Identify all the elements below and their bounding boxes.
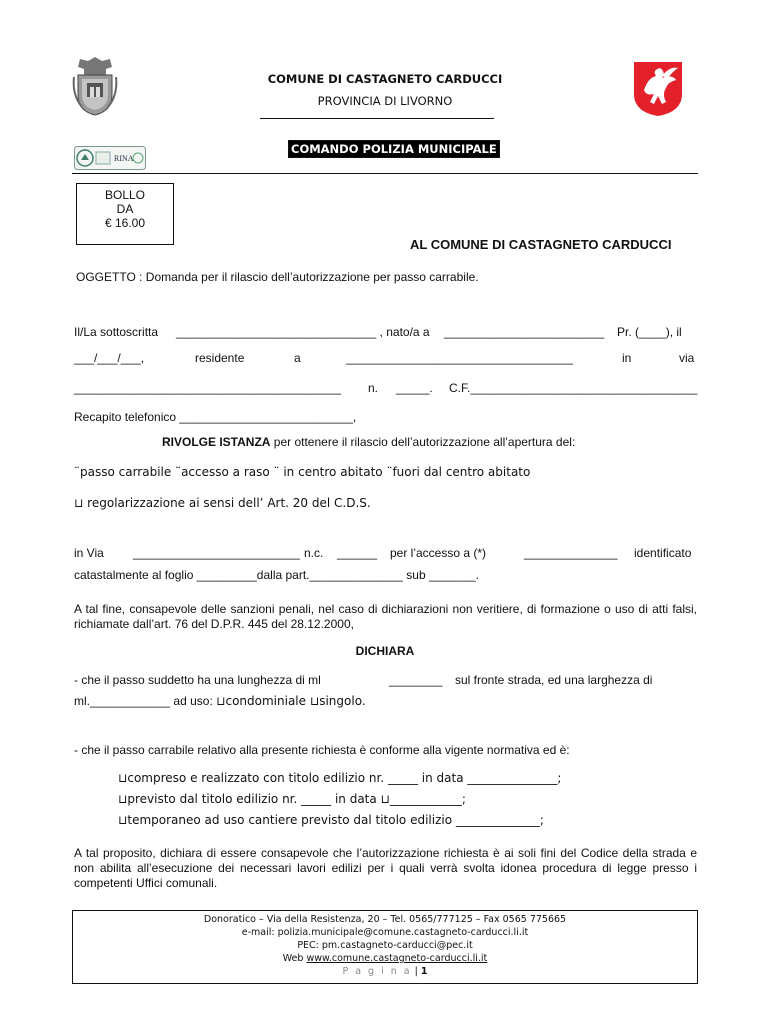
lunghezza-field[interactable]: ________ bbox=[389, 673, 443, 687]
numero-field[interactable]: _____. bbox=[396, 381, 433, 395]
bollo-line1: BOLLO bbox=[104, 188, 146, 202]
footer-address: Donoratico – Via della Resistenza, 20 – Tel. 0565/777125 – Fax 0565 775665 bbox=[203, 914, 567, 925]
option-compreso[interactable]: ⊔compreso e realizzato con titolo edilizio nr. _____ in data _______________; bbox=[118, 771, 562, 785]
larghezza-field[interactable]: ml.____________ ad uso: bbox=[74, 694, 217, 708]
identificato-label: identificato bbox=[634, 546, 692, 560]
nc-field[interactable]: ______ bbox=[337, 546, 378, 560]
dichiara-heading: DICHIARA bbox=[355, 644, 415, 658]
provincia-field[interactable]: Pr. (____), il bbox=[617, 325, 682, 339]
in-via-label: in Via bbox=[74, 546, 104, 560]
footer-web-link[interactable]: www.comune.castagneto-carducci.li.it bbox=[306, 953, 488, 964]
tuscany-region-logo bbox=[632, 60, 684, 118]
residente-label: residente bbox=[195, 351, 245, 365]
provincia-name: PROVINCIA DI LIVORNO bbox=[317, 94, 453, 108]
accesso-field[interactable]: ______________ bbox=[524, 546, 618, 560]
larghezza-label: sul fronte strada, ed una larghezza di bbox=[455, 673, 653, 687]
footer-box bbox=[72, 910, 698, 984]
rivolge-istanza-bold: RIVOLGE ISTANZA bbox=[162, 435, 271, 449]
footer-web-prefix: Web bbox=[282, 953, 307, 964]
conforme-line: - che il passo carrabile relativo alla presente richiesta è conforme alla vigente normativa ed è: bbox=[74, 743, 570, 757]
rina-text: RINA bbox=[114, 154, 134, 163]
page-separator: | bbox=[411, 966, 421, 977]
rivolge-istanza-text: per ottenere il rilascio dell’autorizzazione all’apertura del: bbox=[270, 435, 576, 449]
codice-fiscale-field[interactable]: C.F.__________________________________ bbox=[449, 381, 698, 395]
rivolge-istanza bbox=[162, 435, 575, 449]
tipo-accesso-options[interactable]: ¨passo carrabile ¨accesso a raso ¨ in centro abitato ¨fuori dal centro abitato bbox=[74, 465, 531, 479]
luogo-nascita-field[interactable]: ________________________ bbox=[444, 325, 605, 339]
lunghezza-label: - che il passo suddetto ha una lunghezza di ml bbox=[74, 673, 321, 687]
header-main-divider bbox=[72, 173, 698, 174]
nc-label: n.c. bbox=[304, 546, 324, 560]
recapito-telefonico-field[interactable]: Recapito telefonico __________________________, bbox=[74, 410, 357, 424]
oggetto: OGGETTO : Domanda per il rilascio dell’autorizzazione per passo carrabile. bbox=[76, 270, 479, 284]
sottoscritta-label: Il/La sottoscritta bbox=[74, 325, 159, 339]
bollo-box bbox=[76, 183, 174, 245]
comune-name: COMUNE DI CASTAGNETO CARDUCCI bbox=[267, 72, 503, 86]
uso-options[interactable]: ⊔condominiale ⊔singolo. bbox=[216, 694, 366, 708]
data-nascita-field[interactable]: ___/___/___, bbox=[74, 351, 145, 365]
numero-label: n. bbox=[368, 381, 379, 395]
pagina-label: P a g i n a bbox=[342, 966, 412, 977]
rina-certification-logo bbox=[74, 146, 146, 170]
residenza-field[interactable]: __________________________________ bbox=[346, 351, 573, 365]
addressee: AL COMUNE DI CASTAGNETO CARDUCCI bbox=[410, 237, 672, 252]
via-residenza-field[interactable]: ________________________________________ bbox=[74, 381, 341, 395]
footer-web bbox=[73, 952, 697, 965]
bollo-line3: € 16.00 bbox=[104, 216, 146, 230]
option-previsto[interactable]: ⊔previsto dal titolo edilizio nr. _____ in data ⊔____________; bbox=[118, 792, 466, 806]
in-label: in bbox=[622, 351, 632, 365]
proposito-paragraph: A tal proposito, dichiara di essere consapevole che l’autorizzazione richiesta è ai soli fini del Codice della strada e non abilita all’esecuzione dei necessari lavori edilizi per i quali verrà svolta idonea procedura di legge presso i competenti Uffici comunali. bbox=[74, 846, 697, 890]
footer-pec: PEC: pm.castagneto-carducci@pec.it bbox=[297, 940, 473, 951]
nome-field[interactable]: ______________________________ , nato/a a bbox=[176, 325, 430, 339]
footer-pagination bbox=[73, 965, 697, 978]
header-divider bbox=[260, 118, 494, 119]
bollo-line2: DA bbox=[116, 202, 134, 216]
a-tal-fine-paragraph: A tal fine, consapevole delle sanzioni penali, nel caso di dichiarazioni non veritiere, di formazione o uso di atti falsi, richiamate dall’art. 76 del D.P.R. 445 del 28.12.2000, bbox=[74, 602, 697, 631]
per-accesso-label: per l’accesso a (*) bbox=[390, 546, 487, 560]
page-number: 1 bbox=[420, 966, 428, 977]
footer-email: e-mail: polizia.municipale@comune.castagneto-carducci.li.it bbox=[241, 927, 529, 938]
catastale-field[interactable]: catastalmente al foglio _________dalla part.______________ sub _______. bbox=[74, 568, 479, 582]
via-accesso-field[interactable]: _________________________ bbox=[133, 546, 300, 560]
option-temporaneo[interactable]: ⊔temporaneo ad uso cantiere previsto dal titolo edilizio ______________; bbox=[118, 813, 544, 827]
a-label: a bbox=[294, 351, 301, 365]
regolarizzazione-option[interactable]: ⊔ regolarizzazione ai sensi dell’ Art. 20 del C.D.S. bbox=[74, 496, 371, 510]
comando-title: COMANDO POLIZIA MUNICIPALE bbox=[288, 140, 500, 158]
via-label: via bbox=[679, 351, 695, 365]
uso-line bbox=[74, 694, 366, 708]
